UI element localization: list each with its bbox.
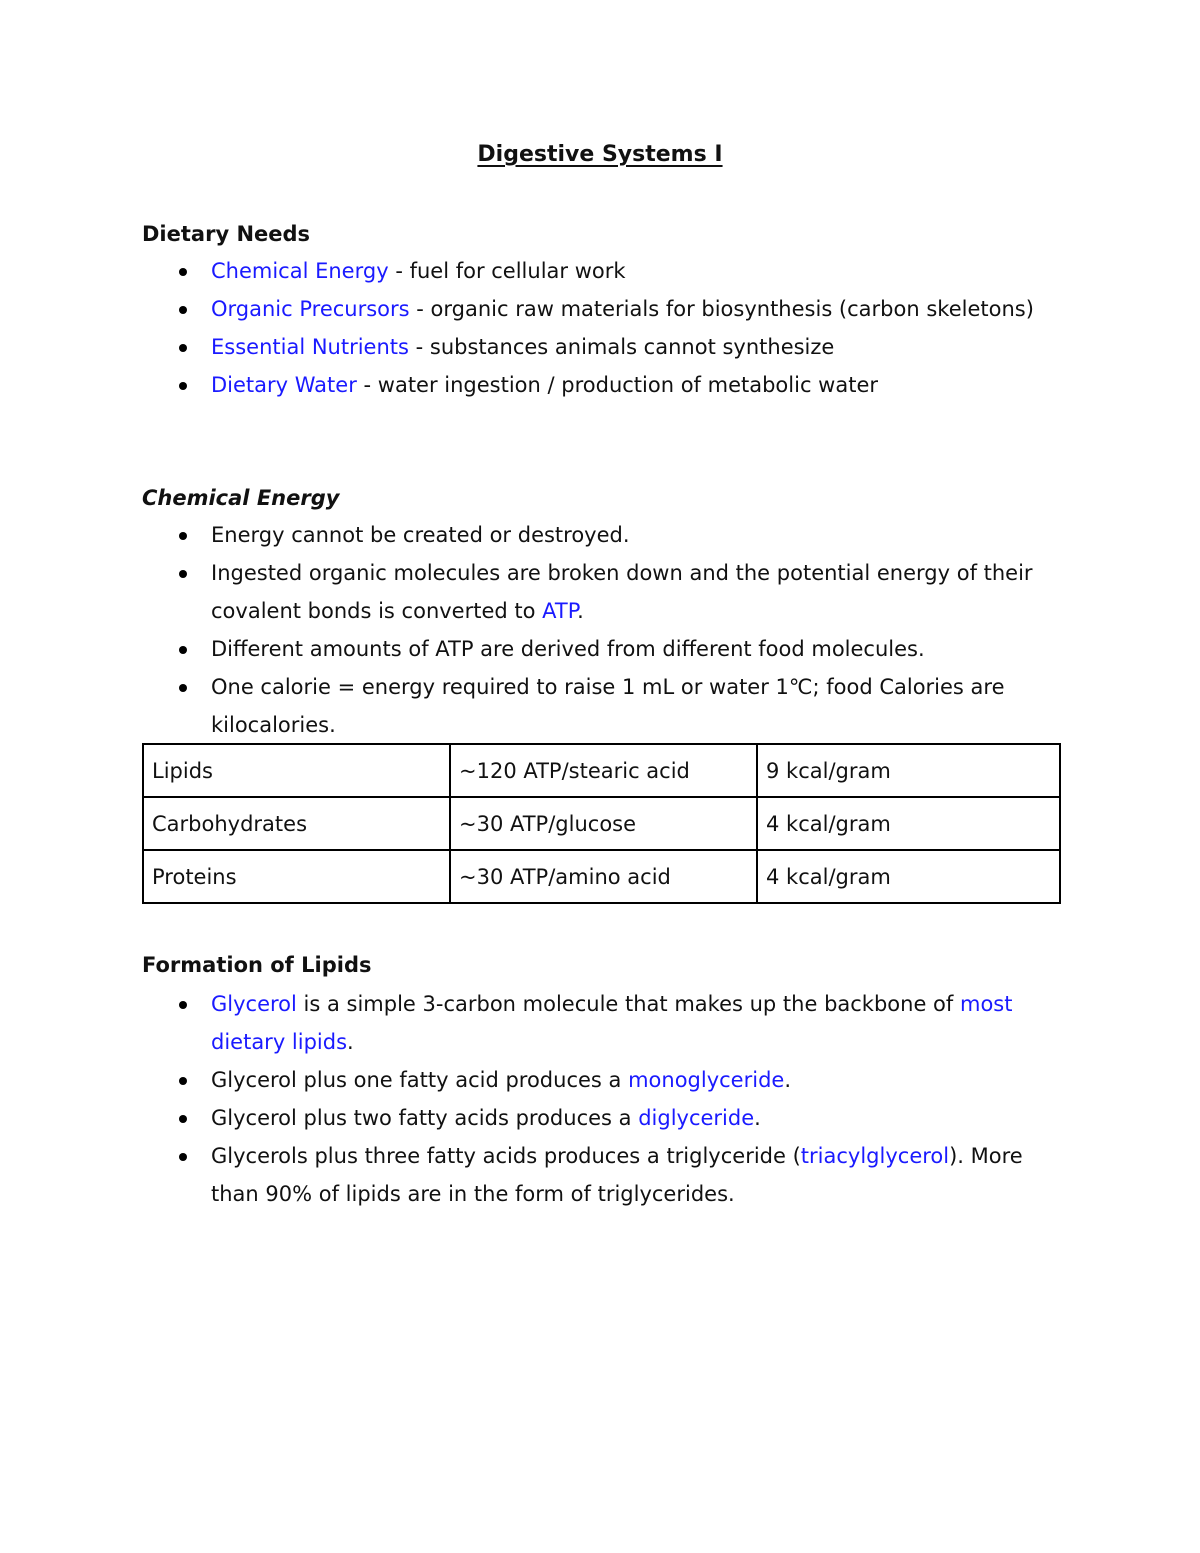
list-item: Chemical Energy - fuel for cellular work: [142, 252, 1042, 290]
list-item: One calorie = energy required to raise 1 mL or water 1℃; food Calories are kilocalories.: [142, 668, 1042, 744]
term: Essential Nutrients: [211, 335, 409, 359]
table-cell: Proteins: [143, 850, 450, 903]
table-cell: ~120 ATP/stearic acid: [450, 744, 757, 797]
formation-of-lipids-heading: Formation of Lipids: [142, 953, 372, 977]
dietary-needs-list: [142, 252, 1042, 404]
table-cell: Lipids: [143, 744, 450, 797]
table-row: [143, 744, 1060, 797]
list-item: Glycerol is a simple 3-carbon molecule that makes up the backbone of most dietary lipids.: [142, 985, 1042, 1061]
table-cell: ~30 ATP/glucose: [450, 797, 757, 850]
chemical-energy-heading: Chemical Energy: [142, 486, 340, 510]
chemical-energy-list: [142, 516, 1042, 744]
list-item: Different amounts of ATP are derived from different food molecules.: [142, 630, 1042, 668]
atp-energy-table: [142, 743, 1061, 904]
list-item: Energy cannot be created or destroyed.: [142, 516, 1042, 554]
table-row: [143, 797, 1060, 850]
term: ATP: [542, 599, 578, 623]
term: diglyceride: [638, 1106, 755, 1130]
table-cell: 4 kcal/gram: [757, 797, 1060, 850]
dietary-needs-heading: Dietary Needs: [142, 222, 311, 246]
table-cell: ~30 ATP/amino acid: [450, 850, 757, 903]
formation-of-lipids-list: [142, 985, 1042, 1213]
page-title: Digestive Systems I: [477, 142, 723, 167]
list-item: Glycerol plus two fatty acids produces a diglyceride.: [142, 1099, 1042, 1137]
table-cell: 4 kcal/gram: [757, 850, 1060, 903]
term: triacylglycerol: [800, 1144, 950, 1168]
list-item: Organic Precursors - organic raw materials for biosynthesis (carbon skeletons): [142, 290, 1042, 328]
term: Chemical Energy: [211, 259, 389, 283]
table-row: [143, 850, 1060, 903]
table-cell: Carbohydrates: [143, 797, 450, 850]
list-item: Essential Nutrients - substances animals cannot synthesize: [142, 328, 1042, 366]
term: monoglyceride: [628, 1068, 785, 1092]
term: most dietary lipids: [211, 992, 1013, 1054]
list-item: Glycerols plus three fatty acids produces a triglyceride (triacylglycerol). More than 90% of lipids are in the form of triglycerides.: [142, 1137, 1042, 1213]
list-item: Ingested organic molecules are broken down and the potential energy of their covalent bonds is converted to ATP.: [142, 554, 1042, 630]
term: Glycerol: [211, 992, 297, 1016]
term: Dietary Water: [211, 373, 357, 397]
list-item: Glycerol plus one fatty acid produces a monoglyceride.: [142, 1061, 1042, 1099]
list-item: Dietary Water - water ingestion / production of metabolic water: [142, 366, 1042, 404]
term: Organic Precursors: [211, 297, 410, 321]
table-cell: 9 kcal/gram: [757, 744, 1060, 797]
